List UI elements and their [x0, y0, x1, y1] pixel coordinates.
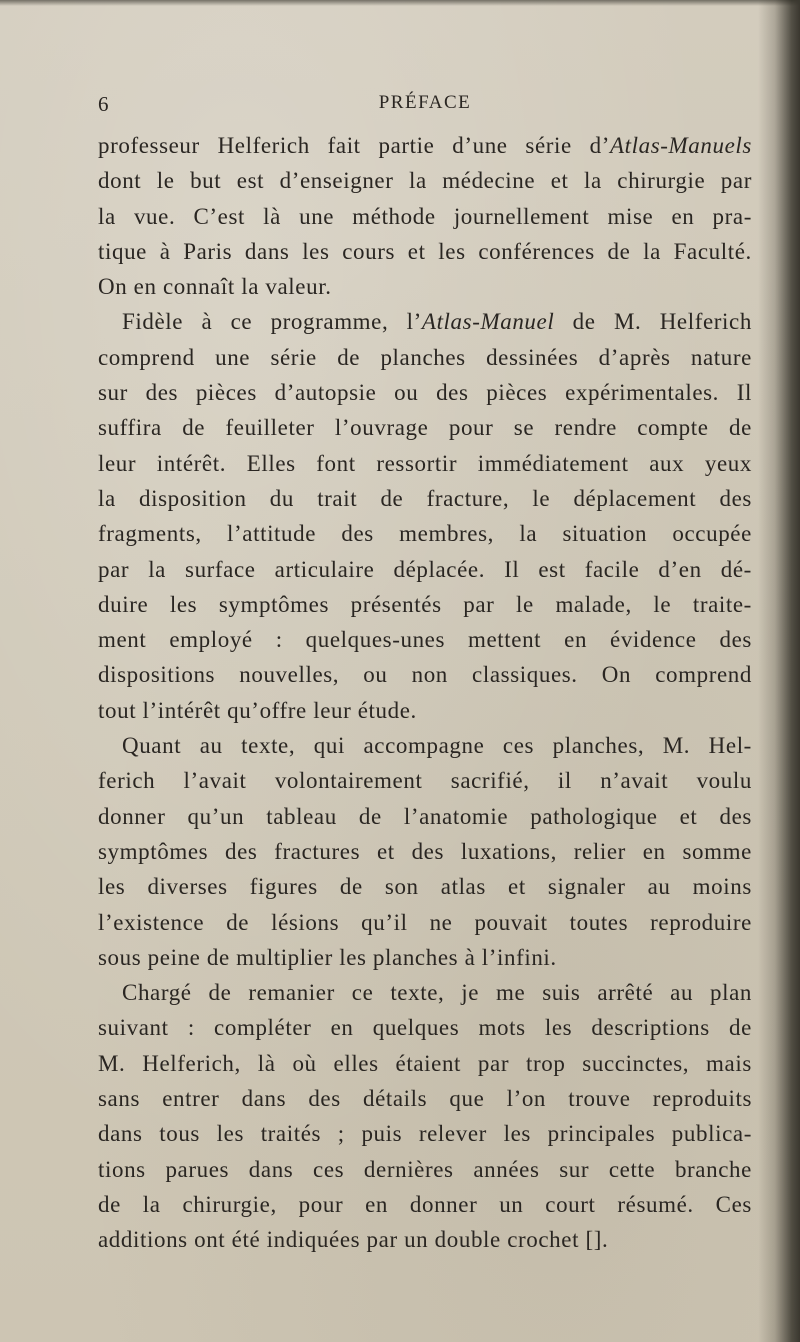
text-line: l’existence de lésions qu’il ne pouvait toutes reproduire	[98, 909, 752, 935]
text-line: suffira de feuilleter l’ouvrage pour se rendre compte de	[98, 415, 752, 441]
page-header	[98, 92, 752, 122]
page-number: 6	[98, 92, 109, 116]
text-line: Fidèle à ce programme, l’Atlas-Manuel de M. Helferich	[122, 309, 752, 335]
text-line: la vue. C’est là une méthode journellement mise en pra-	[98, 203, 752, 229]
text-line: la disposition du trait de fracture, le déplacement des	[98, 485, 752, 511]
text-line: additions ont été indiquées par un double crochet [].	[98, 1227, 609, 1253]
text-line: leur intérêt. Elles font ressortir immédiatement aux yeux	[98, 450, 752, 476]
text-line: sur des pièces d’autopsie ou des pièces expérimentales. Il	[98, 380, 752, 406]
text-line: ment employé : quelques-unes mettent en évidence des	[98, 627, 752, 653]
text-line: de la chirurgie, pour en donner un court résumé. Ces	[98, 1191, 752, 1217]
text-line: M. Helferich, là où elles étaient par trop succinctes, mais	[98, 1050, 752, 1076]
text-line: dispositions nouvelles, ou non classiques. On comprend	[98, 662, 752, 688]
body-text	[98, 128, 752, 1258]
text-line: tions parues dans ces dernières années sur cette branche	[98, 1156, 752, 1182]
text-line: duire les symptômes présentés par le malade, le traite-	[98, 591, 752, 617]
text-line: fragments, l’attitude des membres, la situation occupée	[98, 521, 752, 547]
text-line: Chargé de remanier ce texte, je me suis arrêté au plan	[122, 980, 752, 1006]
text-line: symptômes des fractures et des luxations, relier en somme	[98, 838, 752, 864]
page-top-edge	[0, 0, 800, 6]
text-line: sans entrer dans des détails que l’on trouve reproduits	[98, 1086, 752, 1112]
text-line: dans tous les traités ; puis relever les principales publica-	[98, 1121, 752, 1147]
text-line: sous peine de multiplier les planches à l’infini.	[98, 944, 557, 970]
text-line: Quant au texte, qui accompagne ces planches, M. Hel-	[122, 733, 752, 759]
text-line: ferich l’avait volontairement sacrifié, il n’avait voulu	[98, 768, 752, 794]
text-line: donner qu’un tableau de l’anatomie pathologique et des	[98, 803, 752, 829]
text-line: comprend une série de planches dessinées d’après nature	[98, 344, 752, 370]
running-title: PRÉFACE	[378, 92, 472, 113]
text-line: dont le but est d’enseigner la médecine et la chirurgie par	[98, 168, 752, 194]
text-line: tique à Paris dans les cours et les conférences de la Faculté.	[98, 238, 752, 264]
text-line: les diverses figures de son atlas et signaler au moins	[98, 874, 752, 900]
text-line: On en connaît la valeur.	[98, 274, 332, 300]
text-line: par la surface articulaire déplacée. Il est facile d’en dé-	[98, 556, 752, 582]
text-line: suivant : compléter en quelques mots les descriptions de	[98, 1015, 752, 1041]
text-line: tout l’intérêt qu’offre leur étude.	[98, 697, 417, 723]
text-line: professeur Helferich fait partie d’une série d’Atlas-Manuels	[98, 133, 752, 158]
page-edge-shadow	[758, 0, 800, 1342]
